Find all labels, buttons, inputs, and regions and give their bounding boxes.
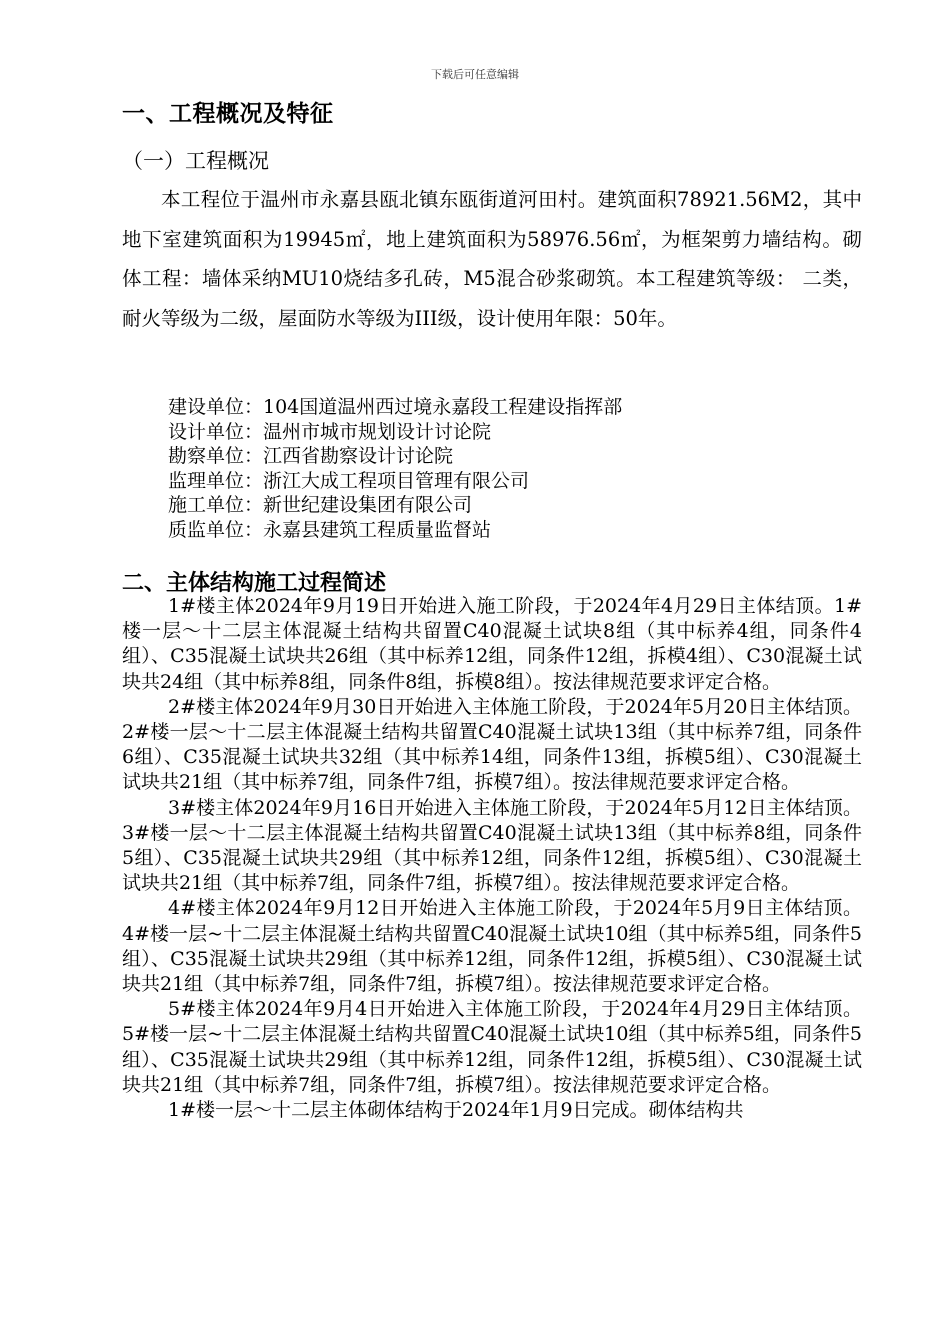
building-4-paragraph: 4#楼主体2024年9月12日开始进入主体施工阶段，于2024年5月9日主体结顶。4#楼一层~十二层主体混凝土结构共留置C40混凝土试块10组（其中标养5组，同条件5组）、C35混凝土试块共29组（其中标养12组，同条件12组，拆模5组）、C30混凝土试块共21组（其中标养7组，同条件7组，拆模7组）。按法律规范要求评定合格。 [122,897,862,996]
unit-list [168,395,622,542]
section1-subtitle: （一）工程概况 [122,149,269,173]
unit-supervision: 监理单位：浙江大成工程项目管理有限公司 [168,469,530,492]
masonry-paragraph: 1#楼一层～十二层主体砌体结构于2024年1月9日完成。砌体结构共 [168,1099,744,1122]
building-1-paragraph: 1#楼主体2024年9月19日开始进入施工阶段，于2024年4月29日主体结顶。1#楼一层～十二层主体混凝土结构共留置C40混凝土试块8组（其中标养4组，同条件4组）、C35混凝土试块共26组（其中标养12组，同条件12组，拆模4组）、C30混凝土试块共24组（其中标养8组，同条件8组，拆模8组）。按法律规范要求评定合格。 [122,595,862,693]
unit-quality: 质监单位：永嘉县建筑工程质量监督站 [168,518,492,541]
unit-design: 设计单位：温州市城市规划设计讨论院 [168,420,492,443]
header-note: 下载后可任意编辑 [431,68,519,81]
unit-builder: 施工单位：新世纪建设集团有限公司 [168,494,473,516]
project-intro [122,180,862,338]
structure-description [122,594,862,1123]
building-5-paragraph: 5#楼主体2024年9月4日开始进入主体施工阶段，于2024年4月29日主体结顶。5#楼一层~十二层主体混凝土结构共留置C40混凝土试块10组（其中标养5组，同条件5组）、C35混凝土试块共29组（其中标养12组，同条件12组，拆模5组）、C30混凝土试块共21组（其中标养7组，同条件7组，拆模7组）。按法律规范要求评定合格。 [122,998,862,1096]
building-2-paragraph: 2#楼主体2024年9月30日开始进入主体施工阶段，于2024年5月20日主体结顶。2#楼一层～十二层主体混凝土结构共留置C40混凝土试块13组（其中标养7组，同条件6组）、C35混凝土试块共32组（其中标养14组，同条件13组，拆模5组）、C30混凝土试块共21组（其中标养7组，同条件7组，拆模7组）。按法律规范要求评定合格。 [122,695,862,794]
intro-paragraph: 本工程位于温州市永嘉县瓯北镇东瓯街道河田村。建筑面积78921.56M2，其中地下室建筑面积为19945㎡，地上建筑面积为58976.56㎡，为框架剪力墙结构。砌体工程：墙体采纳MU10烧结多孔砖，M5混合砂浆砌筑。本工程建筑等级： 二类，耐火等级为二级，屋面防水等级为III级，设计使用年限：50年。 [122,188,862,330]
section1-title: 一、工程概况及特征 [122,101,334,127]
section2-title: 二、主体结构施工过程简述 [122,571,387,596]
unit-survey: 勘察单位：江西省勘察设计讨论院 [168,445,454,467]
unit-construction: 建设单位：104国道温州西过境永嘉段工程建设指挥部 [168,396,623,418]
building-3-paragraph: 3#楼主体2024年9月16日开始进入主体施工阶段，于2024年5月12日主体结顶。3#楼一层～十二层主体混凝土结构共留置C40混凝土试块13组（其中标养8组，同条件5组）、C35混凝土试块共29组（其中标养12组，同条件12组，拆模5组）、C30混凝土试块共21组（其中标养7组，同条件7组，拆模7组）。按法律规范要求评定合格。 [122,796,862,895]
